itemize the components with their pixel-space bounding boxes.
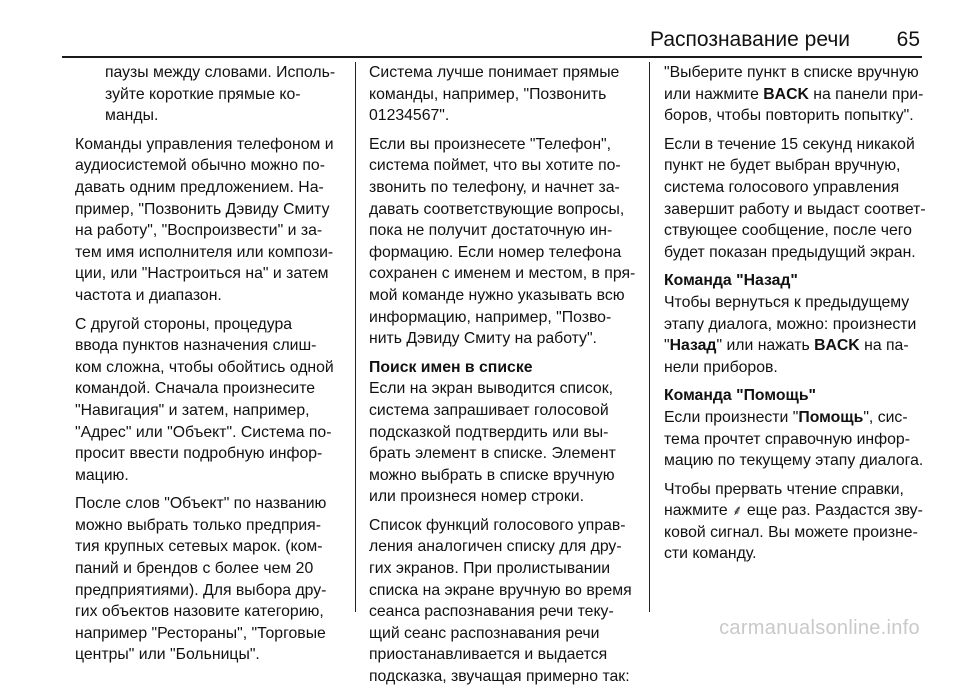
text-fragment: Если произнести " [664,408,799,426]
text-line: звонить по телефону, и начнет за- [369,178,620,196]
text-line: информацию, например, "Позво- [369,308,612,326]
text-line: система запрашивает голосовой [369,401,609,419]
text-line: брать элемент в списке. Элемент [369,445,616,463]
back-command-label: Назад [669,337,717,355]
text-line: командой. Сначала произнесите [75,380,316,398]
text-line: система голосового управления [664,178,900,196]
text-line: манды. [105,107,159,125]
text-line: пункт не будет выбран вручную, [664,157,901,175]
section-heading: Команда "Помощь" [664,387,817,405]
text-fragment: нажмите [664,502,732,520]
text-line: этапу диалога, можно: произнести [664,315,917,333]
text-line: "Навигация" и затем, например, [75,401,310,419]
paragraph-navigation-input [75,314,347,487]
text-line: "Выберите пункт в списке вручную [664,64,919,81]
text-line: ковой сигнал. Вы можете произне- [664,523,918,541]
paragraph-select-prompt [664,62,934,127]
text-line: зуйте короткие прямые ко- [105,85,301,103]
text-line: гих экранов. При пролистывании [369,560,611,578]
text-line: ввода пунктов назначения слиш- [75,337,317,355]
text-line: мой команде нужно указывать всю [369,286,625,304]
section-help-command [664,385,934,471]
section-heading: Команда "Назад" [664,272,798,290]
watermark: carmanualsonline.info [719,617,920,639]
text-line: частота и диапазон. [75,286,222,304]
text-line: ции, или "Настроиться на" и затем [75,265,329,283]
text-line: тем имя исполнителя или компози- [75,243,334,261]
text-line: давать соответствующие вопросы, [369,200,625,218]
text-fragment: на панели при- [808,85,924,103]
text-line [664,335,934,357]
text-line: После слов "Объект" по названию [75,495,327,513]
text-line: ком сложна, чтобы обойтись одной [75,358,334,376]
text-line: Если вы произнесете "Телефон", [369,135,612,153]
text-fragment: еще раз. Раздастся зву- [742,502,923,520]
text-line: Список функций голосового управ- [369,516,626,534]
text-line: паузы между словами. Исполь- [105,64,336,81]
text-line: система поймет, что вы хотите по- [369,157,621,175]
text-line: Если на экран выводится список, [369,380,614,398]
text-line: предприятиями). Для выбора дру- [75,581,327,599]
text-line: команды, например, "Позвонить [369,85,607,103]
page-number: 65 [896,28,920,51]
text-line: сеанса распознавания речи теку- [369,603,614,621]
column-middle [369,62,639,695]
text-line: ствующее сообщение, после чего [664,222,912,240]
text-fragment: или нажмите [664,85,764,103]
text-line: паний и брендов с более чем 20 [75,560,314,578]
text-line: например "Рестораны", "Торговые [75,624,326,642]
text-line: или произнеся номер строки. [369,488,584,506]
text-line: "Адрес" или "Объект". Система по- [75,423,332,441]
paragraph-pauses [75,62,347,127]
text-fragment: на па- [859,337,909,355]
text-line: боров, чтобы повторить попытку". [664,107,914,125]
text-line: приостанавливается и выдается [369,646,608,664]
text-line: Система лучше понимает прямые [369,64,620,81]
text-line [664,500,934,522]
text-line: нить Дэвиду Смиту на работу". [369,330,597,348]
section-back-command [664,270,934,378]
text-line: можно выбрать только предприя- [75,516,321,534]
text-line: Если в течение 15 секунд никакой [664,135,915,153]
paragraph-list-functions [369,515,639,688]
text-line: подсказкой подтвердить или вы- [369,423,609,441]
text-line [664,407,934,429]
text-line: Чтобы вернуться к предыдущему [664,293,910,311]
text-line: будет показан предыдущий экран. [664,243,916,261]
column-divider [355,62,356,612]
text-line: давать одним предложением. На- [75,178,324,196]
page-header [62,24,922,58]
paragraph-direct-commands [369,62,639,127]
text-line [664,84,934,106]
paragraph-phone-dialog [369,134,639,350]
text-line: тема прочтет справочную инфор- [664,430,910,448]
section-list-search [369,357,639,508]
text-line: завершит работу и выдаст соответ- [664,200,926,218]
text-line: С другой стороны, процедура [75,315,293,333]
text-line: Команды управления телефоном и [75,135,334,153]
text-line: сохранен с именем и местом, в пря- [369,265,636,283]
text-fragment: " или нажать [716,337,815,355]
back-button-label: BACK [814,337,860,355]
paragraph-interrupt-help [664,479,934,565]
text-fragment: ", сис- [863,408,908,426]
text-line: аудиосистемой обычно можно по- [75,157,325,175]
back-button-label: BACK [763,85,809,103]
paragraph-phone-commands [75,134,347,307]
column-right [664,62,934,572]
text-line: списка на экране вручную во время [369,581,632,599]
paragraph-timeout [664,134,934,264]
text-line: щий сеанс распознавания речи [369,624,600,642]
text-line: можно выбрать в списке вручную [369,466,615,484]
text-line: подсказка, звучащая примерно так: [369,668,630,686]
text-line: Чтобы прервать чтение справки, [664,480,904,498]
text-line: тия крупных сетевых марок. (ком- [75,538,323,556]
text-line: просит ввести подробную инфор- [75,445,323,463]
text-line: сти команду. [664,545,757,563]
page-title: Распознавание речи [650,28,850,51]
section-heading: Поиск имен в списке [369,358,533,376]
text-line: пока не получит достаточную ин- [369,222,613,240]
text-line: нели приборов. [664,358,778,376]
paragraph-poi-search [75,493,347,666]
text-line: мацию по текущему этапу диалога. [664,452,924,470]
text-line: мацию. [75,466,129,484]
text-line: 01234567". [369,107,450,125]
text-fragment: " [664,337,670,355]
column-divider [649,62,650,612]
column-left [75,62,347,673]
text-line: центры" или "Больницы". [75,646,260,664]
text-line: ления аналогичен списку для дру- [369,538,622,556]
text-line: пример, "Позвонить Дэвиду Смиту [75,200,330,218]
voice-command-icon: ⸙ [732,502,743,519]
help-command-label: Помощь [798,408,864,426]
text-line: формацию. Если номер телефона [369,243,622,261]
text-line: на работу", "Воспроизвести" и за- [75,222,323,240]
text-line: гих объектов назовите категорию, [75,603,324,621]
